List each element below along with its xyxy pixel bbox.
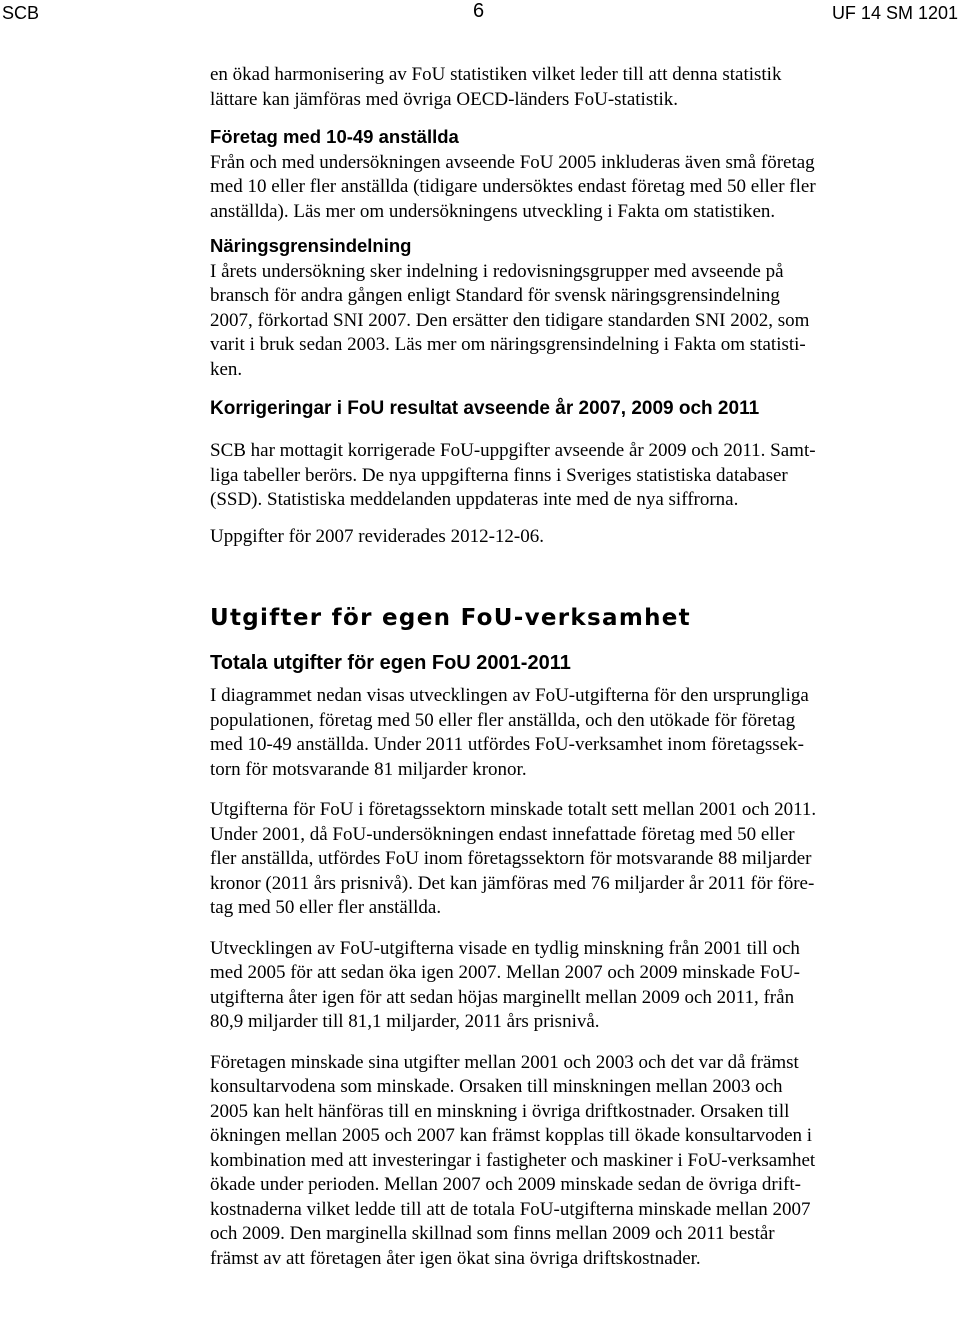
section-title: Utgifter för egen FoU-verksamhet: [210, 605, 691, 631]
industry-paragraph: [210, 234, 958, 382]
text-line: med 10-49 anställda. Under 2011 utfördes FoU-verksamhet inom företagssek-: [210, 734, 804, 755]
page-number: 6: [473, 0, 485, 22]
text-line: med 10 eller fler anställda (tidigare undersöktes endast företag med 50 eller fler: [210, 176, 816, 197]
text-line: (SSD). Statistiska meddelanden uppdateras inte med de nya siffrorna.: [210, 489, 739, 510]
text-line: SCB har mottagit korrigerade FoU-uppgifter avseende år 2009 och 2011. Samt-: [210, 440, 816, 461]
corrections-paragraph: [210, 439, 958, 513]
body-paragraph-3: [210, 937, 958, 1035]
text-line: bransch för andra gången enligt Standard för svensk näringsgrensindelning: [210, 285, 780, 306]
text-line: 2005 kan helt hänföras till en minskning i övriga driftkostnader. Orsaken till: [210, 1100, 790, 1122]
small-firms-paragraph: [210, 125, 958, 224]
intro-paragraph: [210, 63, 958, 112]
text-line: Från och med undersökningen avseende FoU 2005 inkluderas även små företag: [210, 151, 815, 173]
section-subtitle: Totala utgifter för egen FoU 2001-2011: [210, 652, 571, 674]
intro-line: lättare kan jämföras med övriga OECD-länders FoU-statistik.: [210, 88, 679, 110]
text-line: ökningen mellan 2005 och 2007 kan främst kopplas till ökade konsultarvoden i: [210, 1125, 813, 1146]
text-line: kronor (2011 års prisnivå). Det kan jämföras med 76 miljarder år 2011 för före-: [210, 872, 815, 894]
text-line: 80,9 miljarder till 81,1 miljarder, 2011 års prisnivå.: [210, 1011, 600, 1032]
text-line: fler anställda, utfördes FoU inom företagssektorn för motsvarande 88 miljarder: [210, 848, 812, 869]
body-paragraph-1: [210, 684, 958, 782]
text-line: ken.: [210, 358, 243, 380]
text-line: populationen, företag med 50 eller fler anställda, och den utökade för företag: [210, 709, 796, 731]
page-content: [210, 63, 958, 1271]
text-line: anställda). Läs mer om undersökningens utveckling i Fakta om statistiken.: [210, 200, 776, 222]
text-line: I årets undersökning sker indelning i redovisningsgrupper med avseende på: [210, 260, 784, 282]
body-paragraph-2: [210, 798, 958, 921]
text-line: Utvecklingen av FoU-utgifterna visade en tydlig minskning från 2001 till och: [210, 937, 800, 959]
text-line: liga tabeller berörs. De nya uppgifterna finns i Sveriges statistiska databaser: [210, 464, 788, 486]
text-line: kostnaderna vilket ledde till att de totala FoU-utgifterna minskade mellan 2007: [210, 1198, 811, 1220]
text-line: Företagen minskade sina utgifter mellan 2001 och 2003 och det var då främst: [210, 1051, 799, 1073]
industry-heading: Näringsgrensindelning: [210, 235, 412, 256]
text-line: och 2009. Den marginella skillnad som finns mellan 2009 och 2011 består: [210, 1223, 775, 1244]
text-line: varit i bruk sedan 2003. Läs mer om näringsgrensindelning i Fakta om statisti-: [210, 334, 806, 355]
text-line: torn för motsvarande 81 miljarder kronor.: [210, 758, 527, 780]
intro-line: en ökad harmonisering av FoU statistiken vilket leder till att denna statistik: [210, 64, 782, 85]
revision-note: Uppgifter för 2007 reviderades 2012-12-06.: [210, 525, 544, 547]
text-line: med 2005 för att sedan öka igen 2007. Mellan 2007 och 2009 minskade FoU-: [210, 962, 800, 983]
page-header: [0, 0, 960, 30]
text-line: utgifterna åter igen för att sedan höjas marginellt mellan 2009 och 2011, från: [210, 986, 795, 1008]
text-line: I diagrammet nedan visas utvecklingen av FoU-utgifterna för den ursprungliga: [210, 685, 809, 706]
small-firms-heading: Företag med 10-49 anställda: [210, 126, 459, 147]
header-report-id: UF 14 SM 1201: [831, 3, 958, 23]
text-line: 2007, förkortad SNI 2007. Den ersätter den tidigare standarden SNI 2002, som: [210, 309, 810, 331]
header-publisher: SCB: [2, 3, 40, 23]
text-line: Under 2001, då FoU-undersökningen endast innefattade företag med 50 eller: [210, 823, 795, 845]
text-line: kombination med att investeringar i fastigheter och maskiner i FoU-verksamhet: [210, 1149, 816, 1171]
body-paragraph-4: [210, 1051, 958, 1272]
text-line: ökade under perioden. Mellan 2007 och 2009 minskade sedan de övriga drift-: [210, 1174, 801, 1195]
text-line: främst av att företagen åter igen ökat sina övriga driftskostnader.: [210, 1247, 701, 1269]
corrections-heading: Korrigeringar i FoU resultat avseende år 2007, 2009 och 2011: [210, 398, 760, 419]
text-line: tag med 50 eller fler anställda.: [210, 897, 442, 918]
text-line: Utgifterna för FoU i företagssektorn minskade totalt sett mellan 2001 och 2011.: [210, 799, 817, 820]
text-line: konsultarvodena som minskade. Orsaken till minskningen mellan 2003 och: [210, 1076, 783, 1097]
